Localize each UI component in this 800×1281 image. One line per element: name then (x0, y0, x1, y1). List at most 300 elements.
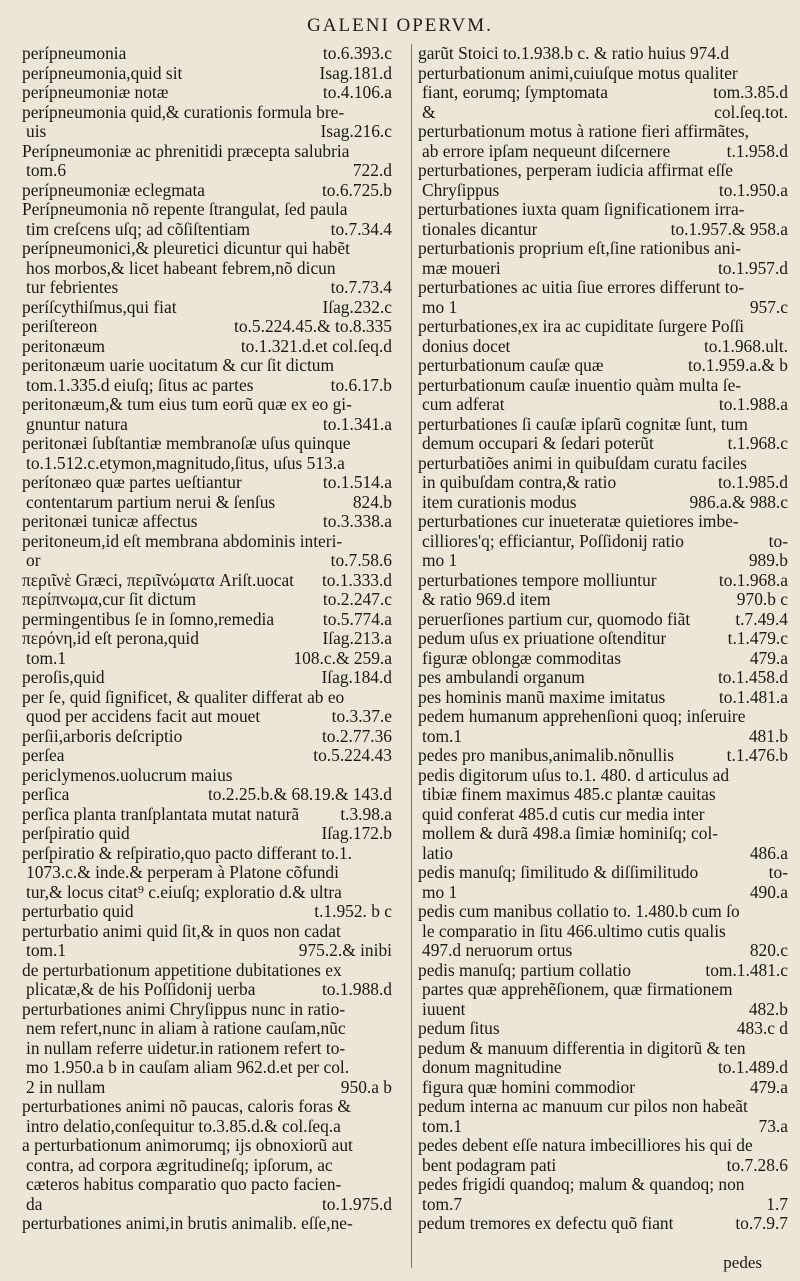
entry-text: perſea (22, 746, 65, 765)
entry-line (22, 200, 392, 220)
entry-line (418, 1000, 788, 1020)
index-entry (22, 512, 392, 532)
entry-line (418, 1214, 788, 1234)
entry-line (22, 103, 392, 123)
entry-text: gnuntur natura (26, 414, 128, 434)
entry-text: tim creſcens uſq; ad cõſiſtentiam (26, 219, 251, 239)
entry-line (22, 610, 392, 630)
entry-reference: to.7.9.7 (735, 1214, 788, 1233)
entry-line (22, 590, 392, 610)
entry-line (418, 688, 788, 708)
entry-line (22, 961, 392, 981)
index-entry (22, 961, 392, 1000)
index-entry (22, 356, 392, 395)
entry-text: tom.1 (422, 1116, 463, 1136)
entry-reference: 108.c.& 259.a (293, 648, 392, 668)
entry-line (22, 766, 392, 786)
entry-reference: to.7.28.6 (726, 1155, 788, 1175)
index-entry (22, 727, 392, 747)
entry-line (22, 532, 392, 552)
entry-line (418, 220, 788, 240)
entry-line (418, 746, 788, 766)
entry-text: perturbationes, perperam iudicia affirmat eſſe (418, 161, 733, 180)
entry-line (418, 434, 788, 454)
entry-reference: to- (768, 531, 788, 551)
index-entry (22, 64, 392, 84)
entry-line (418, 83, 788, 103)
entry-reference: t.1.479.c (727, 629, 788, 648)
entry-reference: to.1.988.a (718, 395, 788, 414)
entry-text: Perípneumonia nõ repente ſtrangulat, ſed paula (22, 200, 348, 219)
entry-reference: 73.a (758, 1116, 788, 1136)
entry-text: pedum tremores ex defectu quõ fiant (418, 1214, 674, 1233)
entry-text: periſtereon (22, 317, 98, 336)
entry-text: pedum uſus ex priuatione oſtenditur (418, 629, 667, 648)
entry-reference: 483.c d (736, 1019, 788, 1038)
entry-text: pedis cum manibus collatio to. 1.480.b cum ſo (418, 902, 740, 921)
index-entry (22, 629, 392, 668)
entry-line (418, 512, 788, 532)
entry-line (22, 356, 392, 376)
index-entry (418, 1019, 788, 1039)
entry-line (22, 259, 392, 279)
entry-text: intro delatio,conſequitur to.3.85.d.& col.ſeq.a (26, 1116, 341, 1136)
entry-text: partes quæ apprehẽſionem, quæ firmationem (422, 980, 733, 999)
entry-text: pedum ſitus (418, 1019, 500, 1038)
entry-line (418, 532, 788, 552)
entry-line (418, 980, 788, 1000)
entry-line (22, 649, 392, 669)
index-entry (418, 356, 788, 376)
index-entry (418, 688, 788, 708)
entry-line (22, 1156, 392, 1176)
entry-text: figura quæ homini commodior (422, 1077, 636, 1097)
index-entry (22, 532, 392, 571)
entry-reference: to.6.17.b (330, 375, 392, 395)
entry-line (418, 181, 788, 201)
entry-line (418, 337, 788, 357)
entry-text: perípneumoniæ eclegmata (22, 180, 206, 200)
entry-text: perípneumonici,& pleuretici dicuntur qui habẽt (22, 239, 350, 258)
entry-text: a perturbationum animorumq; ijs obnoxiorũ aut (22, 1136, 353, 1155)
index-entry (22, 317, 392, 337)
entry-text: tom.6 (26, 161, 67, 180)
entry-reference: to.5.774.a (322, 609, 392, 629)
entry-text: perípneumonia quid,& curationis formula bre- (22, 102, 345, 122)
entry-line (22, 239, 392, 259)
entry-line (22, 434, 392, 454)
entry-line (418, 1078, 788, 1098)
entry-line (418, 649, 788, 669)
entry-reference: to.3.338.a (322, 512, 392, 531)
entry-line (22, 883, 392, 903)
entry-text: fiant, eorumq; ſymptomata (422, 83, 608, 102)
entry-reference: to.7.34.4 (330, 219, 392, 239)
index-entry (418, 1136, 788, 1175)
entry-text: pedes debent eſſe natura imbecilliores his qui de (418, 1136, 753, 1155)
entry-line (22, 571, 392, 591)
entry-text: περόνη,id eſt perona,quid (22, 629, 199, 648)
entry-reference: to.5.224.43 (313, 746, 392, 765)
index-entry (22, 103, 392, 142)
entry-text: perturbationes tempore molliuntur (418, 570, 657, 590)
entry-text: perturbationis proprium eſt,ſine rationibus ani- (418, 239, 742, 258)
index-entry (418, 161, 788, 200)
index-entry (418, 629, 788, 668)
entry-text: tom.1 (26, 941, 67, 960)
entry-text: peritoneum,id eſt membrana abdominis interi- (22, 531, 343, 551)
index-entry (22, 1136, 392, 1214)
entry-text: tur,& locus citat⁹ c.eiuſq; exploratio d.& ultra (26, 882, 342, 902)
entry-reference: t.1.968.c (727, 434, 788, 453)
entry-reference: t.3.98.a (340, 804, 392, 824)
entry-text: plicatæ,& de his Poſſidonij uerba (26, 980, 256, 999)
entry-line (22, 395, 392, 415)
entry-text: perſica planta tranſplantata mutat naturã (22, 804, 300, 824)
index-entry (418, 200, 788, 239)
entry-line (418, 1195, 788, 1215)
entry-line (418, 103, 788, 123)
entry-reference: tom.1.481.c (705, 960, 788, 980)
entry-reference: col.ſeq.tot. (714, 102, 788, 122)
entry-line (22, 785, 392, 805)
entry-reference: 975.2.& inibi (298, 941, 392, 960)
entry-line (22, 278, 392, 298)
entry-text: peritonæum (22, 336, 106, 356)
entry-text: tionales dicantur (422, 219, 538, 239)
entry-text: & ratio 969.d item (422, 590, 551, 609)
entry-line (22, 922, 392, 942)
entry-text: períſcythiſmus,qui fiat (22, 297, 177, 317)
entry-text: periclymenos.uolucrum maius (22, 765, 233, 785)
entry-text: tibiæ finem maximus 485.c plantæ cauitas (422, 785, 716, 804)
entry-text: perturbationes ſi cauſæ ipſarũ cognitæ ſunt, tum (418, 414, 748, 434)
entry-text: mo 1 (422, 882, 458, 902)
entry-line (22, 1097, 392, 1117)
index-entry (22, 766, 392, 786)
entry-text: iuuent (422, 999, 466, 1019)
index-entry (22, 395, 392, 434)
entry-reference: to- (768, 863, 788, 882)
entry-text: peroſis,quid (22, 668, 105, 687)
entry-text: perturbationum cauſæ inuentio quàm multa ſe- (418, 375, 742, 395)
entry-text: pedis manuſq; partium collatio (418, 960, 631, 980)
entry-reference: 957.c (749, 297, 788, 317)
entry-line (22, 181, 392, 201)
entry-line (22, 1058, 392, 1078)
entry-text: contentarum partium nerui & ſenſus (26, 492, 276, 512)
index-entry (22, 337, 392, 357)
entry-text: perſpiratio & reſpiratio,quo pacto differant to.1. (22, 843, 352, 863)
index-entry (22, 746, 392, 766)
entry-line (22, 1019, 392, 1039)
entry-reference: to.1.968.a (718, 570, 788, 590)
entry-reference: Isag.181.d (319, 63, 392, 83)
entry-text: ab errore ipſam nequeunt diſcernere (422, 141, 671, 161)
entry-text: pedes frigidi quandoq; malum & quandoq; non (418, 1175, 745, 1194)
entry-text: tom.7 (422, 1194, 463, 1214)
entry-line (418, 278, 788, 298)
entry-text: pes hominis manũ maxime imitatus (418, 687, 666, 707)
entry-reference: to.1.957.& 958.a (670, 219, 788, 239)
entry-line (418, 356, 788, 376)
entry-text: perítonæo quæ partes ueſtiantur (22, 473, 242, 492)
entry-text: donum magnitudine (422, 1058, 562, 1077)
entry-reference: Iſag.213.a (322, 629, 392, 648)
index-entry (22, 805, 392, 825)
entry-reference: to.1.968.ult. (703, 336, 788, 356)
entry-text: cilliores'q; efficiantur, Poſſidonij ratio (422, 531, 684, 551)
entry-line (22, 142, 392, 162)
entry-line (418, 142, 788, 162)
entry-text: permingentibus ſe in ſomno,remedia (22, 609, 275, 629)
entry-text: peritonæi ſubſtantiæ membranoſæ uſus quinque (22, 434, 351, 453)
entry-line (22, 941, 392, 961)
index-entry (22, 785, 392, 805)
entry-line (22, 161, 392, 181)
index-entry (418, 610, 788, 630)
entry-text: perturbatio animi quid ſit,& in quos non cadat (22, 921, 341, 941)
entry-line (418, 883, 788, 903)
entry-text: perípneumonia,quid sit (22, 63, 183, 83)
entry-text: pedis manuſq; ſimilitudo & diſſimilitudo (418, 863, 699, 882)
entry-line (22, 902, 392, 922)
entry-text: pedum interna ac manuum cur pilos non habeãt (418, 1097, 748, 1116)
index-entry (22, 473, 392, 512)
entry-reference: to.1.333.d (321, 570, 392, 590)
entry-reference: Isag.216.c (320, 122, 392, 141)
entry-line (418, 805, 788, 825)
index-entry (418, 512, 788, 571)
index-entry (418, 64, 788, 123)
index-entry (22, 610, 392, 630)
entry-text: pedes pro manibus,animalib.nõnullis (418, 746, 674, 765)
entry-line (22, 298, 392, 318)
entry-text: in nullam referre uidetur.in rationem refert to- (26, 1038, 346, 1058)
entry-text: per ſe, quid ſignificet, & qualiter differat ab eo (22, 687, 345, 707)
entry-line (22, 629, 392, 649)
index-entry (418, 278, 788, 317)
entry-text: Perípneumoniæ ac phrenitidi præcepta salubria (22, 141, 350, 161)
entry-reference: to.1.514.a (322, 473, 392, 492)
entry-text: mollem & durã 498.a ſimiæ hominiſq; col- (422, 824, 719, 843)
entry-text: perturbationes animi,in brutis animalib. eſſe,ne- (22, 1214, 353, 1233)
running-head: GALENI OPERVM. (307, 15, 493, 36)
entry-line (418, 1097, 788, 1117)
entry-line (418, 376, 788, 396)
entry-reference: to.6.725.b (321, 180, 392, 200)
entry-text: Chryſippus (422, 180, 500, 200)
index-entry (418, 707, 788, 746)
index-entry (418, 415, 788, 454)
entry-line (418, 668, 788, 688)
entry-text: 497.d neruorum ortus (422, 941, 573, 960)
entry-reference: to.1.957.d (717, 258, 788, 278)
entry-line (418, 941, 788, 961)
entry-text: figuræ oblongæ commoditas (422, 648, 622, 668)
entry-line (418, 1156, 788, 1176)
entry-text: item curationis modus (422, 492, 577, 512)
entry-line (418, 863, 788, 883)
entry-line (22, 1175, 392, 1195)
index-entry (22, 434, 392, 473)
entry-line (22, 844, 392, 864)
entry-reference: to.4.106.a (322, 83, 392, 102)
entry-line (418, 727, 788, 747)
entry-line (418, 707, 788, 727)
entry-line (22, 1214, 392, 1234)
index-entry (22, 142, 392, 181)
entry-reference: to.1.481.a (718, 687, 788, 707)
entry-line (22, 493, 392, 513)
index-entry (22, 922, 392, 961)
entry-text: cæteros habitus comparatio quo pacto facien- (26, 1175, 342, 1194)
entry-reference: to.1.321.d.et col.ſeq.d (240, 336, 392, 356)
entry-line (22, 1000, 392, 1020)
entry-reference: to.1.950.a (718, 180, 788, 200)
entry-reference: 486.a (749, 843, 788, 863)
index-entry (418, 961, 788, 1020)
index-entry (418, 863, 788, 902)
index-entry (22, 688, 392, 727)
entry-line (22, 220, 392, 240)
entry-line (22, 473, 392, 493)
entry-line (418, 259, 788, 279)
entry-text: bent podagram pati (422, 1155, 557, 1175)
entry-line (418, 44, 788, 64)
entry-line (22, 64, 392, 84)
index-entry (22, 824, 392, 844)
entry-text: in quibuſdam contra,& ratio (422, 473, 617, 492)
entry-reference: 1.7 (766, 1194, 788, 1214)
entry-reference: to.1.959.a.& b (688, 356, 788, 375)
entry-line (22, 44, 392, 64)
index-entry (418, 571, 788, 610)
index-entry (418, 1097, 788, 1136)
entry-reference: Iſag.172.b (321, 824, 392, 843)
entry-line (418, 1136, 788, 1156)
entry-text: tom.1 (26, 648, 67, 668)
entry-text: περιῖνὲ Græci, περιῖνώματα Ariſt.uocat (22, 570, 294, 590)
entry-line (22, 454, 392, 474)
entry-line (418, 1019, 788, 1039)
index-entry (22, 844, 392, 903)
entry-line (22, 376, 392, 396)
right-column (418, 44, 788, 1234)
entry-line (22, 668, 392, 688)
entry-reference: 986.a.& 988.c (689, 492, 788, 512)
entry-reference: 479.a (749, 648, 788, 668)
entry-reference: 479.a (749, 1077, 788, 1097)
entry-text: peritonæum uarie uocitatum & cur ſit dictum (22, 356, 334, 375)
entry-text: quod per accidens facit aut mouet (26, 707, 261, 726)
entry-text: 1073.c.& inde.& perperam à Platone cõfundi (26, 863, 339, 882)
entry-text: peritonæi tunicæ affectus (22, 512, 198, 531)
index-entry (22, 590, 392, 610)
entry-line (418, 1175, 788, 1195)
index-columns (22, 44, 788, 1270)
entry-line (22, 122, 392, 142)
entry-text: peruerſiones partium cur, quomodo fiãt (418, 609, 691, 629)
entry-text: mo 1 (422, 551, 458, 570)
entry-line (418, 1117, 788, 1137)
entry-line (22, 1117, 392, 1137)
index-entry (22, 83, 392, 103)
entry-reference: 482.b (748, 999, 788, 1019)
entry-reference: to.6.393.c (322, 44, 392, 63)
index-entry (22, 44, 392, 64)
entry-line (22, 727, 392, 747)
index-entry (418, 668, 788, 688)
index-entry (418, 376, 788, 415)
entry-reference: 824.b (352, 492, 392, 512)
entry-reference: t.1.476.b (726, 746, 788, 765)
entry-reference: 989.b (748, 551, 788, 570)
index-entry (418, 317, 788, 356)
entry-reference: tom.3.85.d (713, 83, 788, 102)
entry-text: perſii,arboris deſcriptio (22, 726, 183, 746)
entry-reference: Iſag.184.d (321, 668, 392, 687)
entry-text: pedis digitorum uſus to.1. 480. d articulus ad (418, 765, 730, 785)
entry-text: perturbationes animi Chryſippus nunc in ratio- (22, 999, 346, 1019)
entry-text: perſpiratio quid (22, 824, 130, 843)
entry-line (22, 1195, 392, 1215)
entry-reference: 722.d (352, 161, 392, 180)
index-entry (418, 239, 788, 278)
index-entry (22, 571, 392, 591)
entry-text: to.1.512.c.etymon,magnitudo,ſitus, uſus 513.a (26, 453, 345, 473)
entry-line (418, 629, 788, 649)
entry-line (22, 824, 392, 844)
index-entry (22, 1214, 392, 1234)
entry-line (418, 571, 788, 591)
entry-text: pes ambulandi organum (418, 668, 585, 687)
entry-text: mæ moueri (422, 258, 501, 278)
entry-reference: to.1.985.d (717, 473, 788, 492)
index-entry (22, 298, 392, 318)
entry-reference: to.7.73.4 (330, 278, 392, 297)
entry-reference: to.5.224.45.& to.8.335 (234, 317, 392, 336)
entry-line (418, 1039, 788, 1059)
entry-line (418, 844, 788, 864)
entry-text: cum adferat (422, 395, 505, 414)
entry-line (22, 551, 392, 571)
entry-reference: t.7.49.4 (735, 609, 788, 629)
entry-line (418, 902, 788, 922)
entry-reference: 970.b c (736, 590, 788, 609)
entry-reference: t.1.958.d (726, 141, 788, 161)
entry-text: tom.1.335.d eiuſq; ſitus ac partes (26, 375, 254, 395)
entry-text: perturbationes animi nõ paucas, caloris foras & (22, 1097, 351, 1116)
entry-text: 2 in nullam (26, 1077, 106, 1097)
entry-reference: 490.a (749, 882, 788, 902)
catchword: pedes (723, 1253, 762, 1272)
entry-line (418, 239, 788, 259)
entry-text: perturbatio quid (22, 902, 134, 921)
entry-line (418, 64, 788, 84)
entry-line (418, 922, 788, 942)
entry-line (418, 454, 788, 474)
index-entry (22, 668, 392, 688)
entry-text: perturbationes ac uitia ſiue errores differunt to- (418, 278, 745, 297)
entry-line (22, 688, 392, 708)
entry-line (418, 200, 788, 220)
entry-line (22, 863, 392, 883)
entry-text: nem refert,nunc in aliam à ratione cauſam,nũc (26, 1019, 346, 1038)
entry-reference: 481.b (748, 726, 788, 746)
entry-line (418, 161, 788, 181)
entry-text: pedem humanum apprehenſioni quoq; inſeruire (418, 707, 746, 726)
